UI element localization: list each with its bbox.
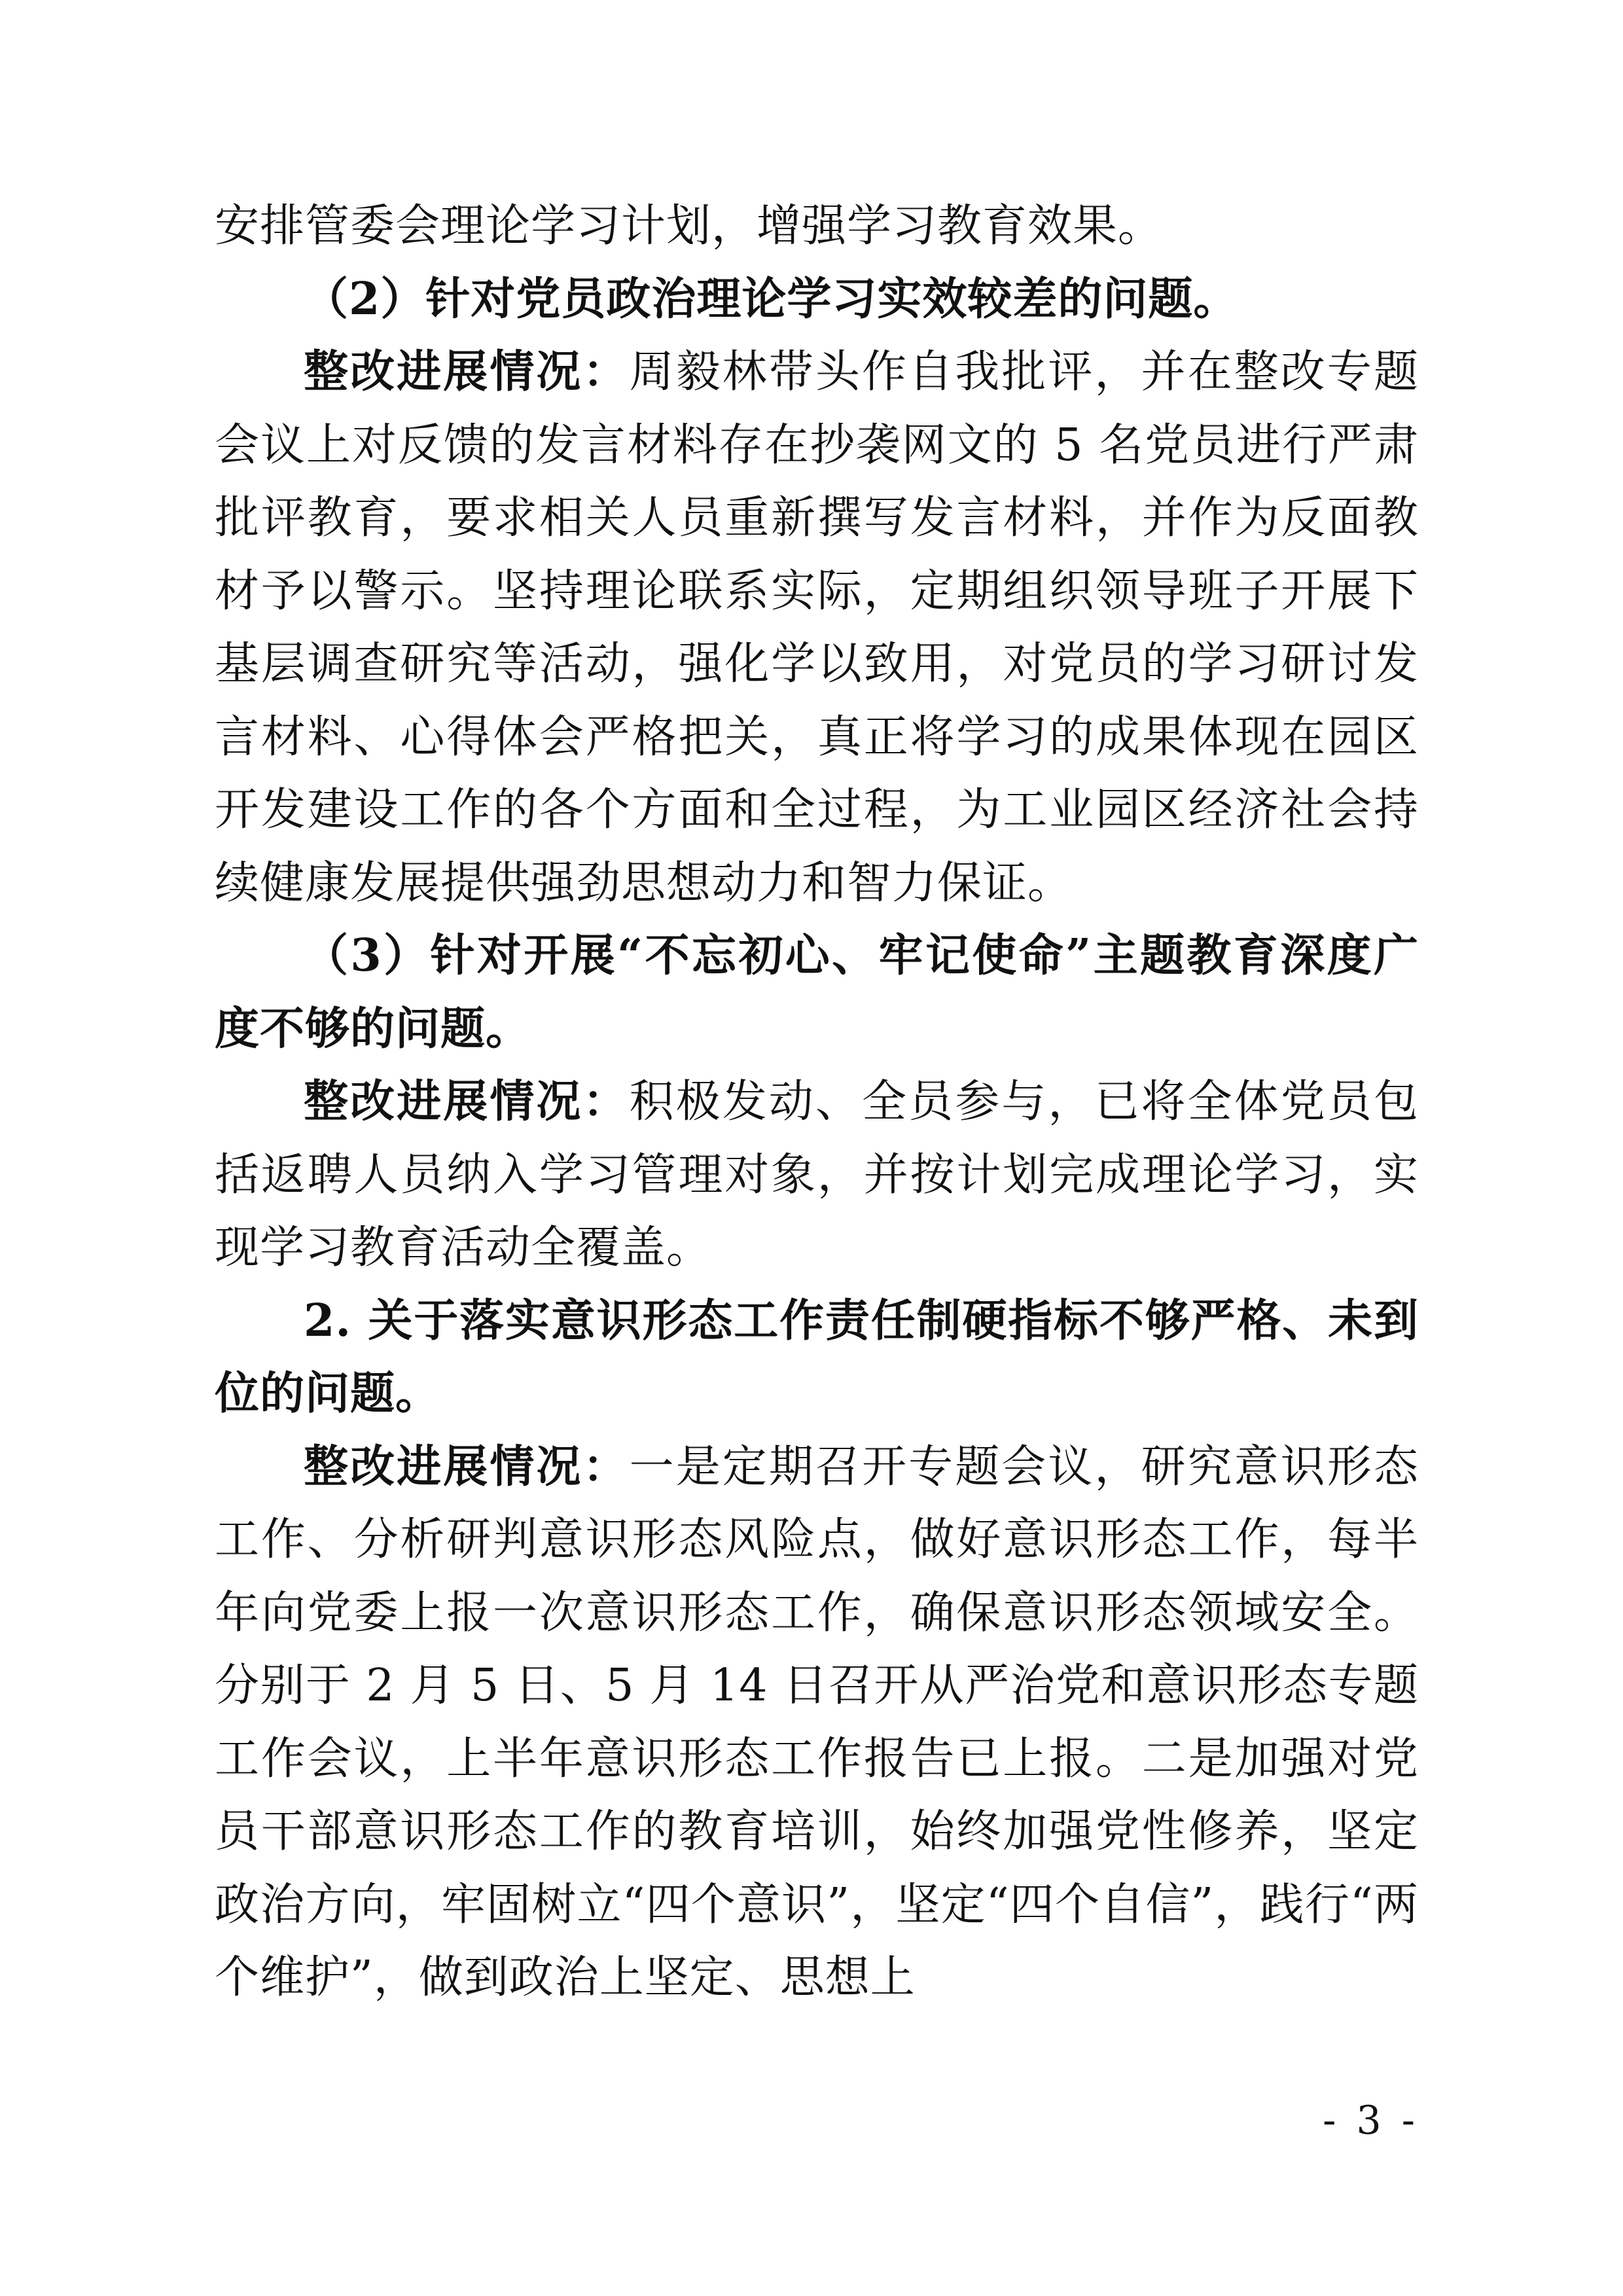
paragraph-lead: 整改进展情况：	[304, 1440, 630, 1493]
paragraph-progress-3	[215, 1066, 1419, 1285]
paragraph-text: 一是定期召开专题会议，研究意识形态工作、分析研判意识形态风险点，做好意识形态工作，每半年向党委上报一次意识形态工作，确保意识形态领域安全。分别于 2 月 5 日、5 月 14 日召开从严治党和意识形态专题工作会议，上半年意识形态工作报告已上报。二是加强对党员干部意识形态工作的教育培训，始终加强党性修养，坚定政治方向，牢固树立“四个意识”，坚定“四个自信”，践行“两个维护”，做到政治上坚定、思想上	[215, 1441, 1419, 2003]
section-heading-2	[215, 263, 1419, 336]
section-heading-3	[215, 920, 1419, 1066]
paragraph-text: 安排管委会理论学习计划，增强学习教育效果。	[215, 200, 1164, 252]
section-heading-item-2	[215, 1285, 1419, 1431]
paragraph-lead: 整改进展情况：	[304, 1075, 630, 1128]
paragraph-text: 周毅林带头作自我批评，并在整改专题会议上对反馈的发言材料存在抄袭网文的 5 名党员进行严肃批评教育，要求相关人员重新撰写发言材料，并作为反面教材予以警示。坚持理论联系实际，定期组织领导班子开展下基层调查研究等活动，强化学以致用，对党员的学习研讨发言材料、心得体会严格把关，真正将学习的成果体现在园区开发建设工作的各个方面和全过程，为工业园区经济社会持续健康发展提供强劲思想动力和智力保证。	[215, 346, 1419, 909]
document-body	[215, 190, 1419, 2015]
paragraph-progress-2	[215, 336, 1419, 920]
heading-text: （3）针对开展“不忘初心、牢记使命”主题教育深度广度不够的问题。	[215, 929, 1419, 1055]
heading-text: 2. 关于落实意识形态工作责任制硬指标不够严格、未到位的问题。	[215, 1294, 1419, 1420]
paragraph-progress-item-2	[215, 1431, 1419, 2015]
heading-text: （2）针对党员政治理论学习实效较差的问题。	[304, 272, 1239, 325]
paragraph-text: 积极发动、全员参与，已将全体党员包括返聘人员纳入学习管理对象，并按计划完成理论学习，实现学习教育活动全覆盖。	[215, 1076, 1419, 1274]
paragraph-continuation	[215, 190, 1419, 263]
page-number: - 3 -	[1323, 2098, 1419, 2144]
paragraph-lead: 整改进展情况：	[304, 346, 630, 398]
